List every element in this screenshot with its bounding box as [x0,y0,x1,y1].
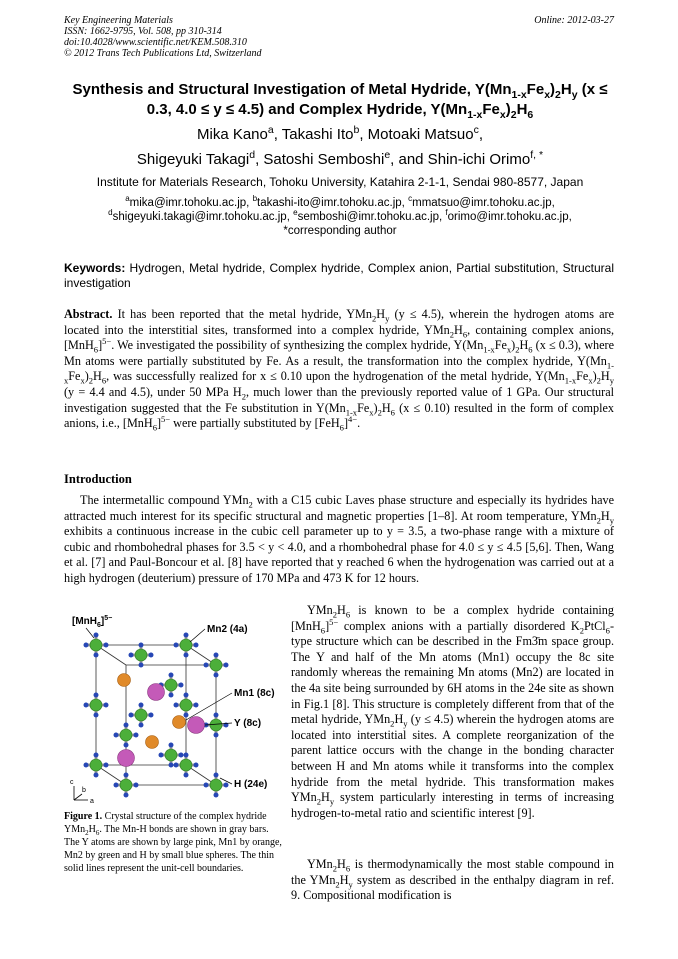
axis-b-label: b [82,787,86,794]
label-mnh6: $[MnH_6]^{5-}$ [72,615,113,629]
label-y: Y (8c) [234,718,262,729]
intro-paragraph-2: $YMn_2H_6$ is known to be a complex hydride containing $[MnH_6]^{5-}$ complex anions with a partially disordered $K_2PtCl_6$-type structure which can be described in the Fm3̄m space group. The Y and half of the Mn atoms (Mn1) occupy the 8c site randomly whereas the remaining Mn atoms (Mn2) are located in the 4a site being surrounded by 6H atoms in the 24e site as shown in Fig.1 [8]. This structure is completely different from that of the metal hydride, $YMn_2H_y$ (y ≤ 4.5) wherein the hydrogen atoms are located into interstitial sites. A complete reorganization of the parent lattice occurs with the change in the bonding character between H and Mn atoms while it transforms into the complex hydride from the metal hydride. This transformation makes $YMn_2H_y$ system particularly interesting in terms of increasing hydrogen-to-metal ratio and scientific interest [9]. [291,603,614,820]
figure-label: Figure 1. [64,811,103,822]
affiliation: Institute for Materials Research, Tohoku University, Katahira 2-1-1, Sendai 980-8577, Japan [96,175,584,189]
doi: doi:10.4028/www.scientific.net/KEM.508.310 [64,37,247,48]
label-mn1: Mn1 (8c) [234,688,275,699]
axis-c-label: c [70,779,74,786]
issn: ISSN: 1662-9795, Vol. 508, pp 310-314 [64,26,222,37]
section-heading-introduction: Introduction [64,472,132,486]
figure-1-crystal-structure [64,610,284,805]
journal-header [64,15,614,59]
crystal-structure-svg [64,610,284,805]
email-list: $^a$mika@imr.tohoku.ac.jp, $^b$takashi-ito@imr.tohoku.ac.jp, $^c$mmatsuo@imr.tohoku.ac.jp, $^d$shigeyuki.takagi@imr.tohoku.ac.jp, $^e$semboshi@imr.tohoku.ac.jp, $^f$orimo@imr.tohoku.ac.jp, *corresponding author [108,194,572,237]
intro-paragraph-1: The intermetallic compound YMn$_2$ with a C15 cubic Laves phase structure and especially its hydrides have attracted much interest for its specific structural and magnetic properties [1–8]. At room temperature, $YMn_2H_y$ exhibits a continuous increase in the cubic cell parameter up to y = 3.5, a two-phase range with a mixture of cubic and rhombohedral phases for 3.5 < y < 4.0, and a rhombohedral phase for 4.0 ≤ y ≤ 4.5 [5,6]. Then, Wang et al. [7] and Paul-Boncour et al. [8] have reported that y reached 6 when the hydrogenation was carried out at a high hydrogen (deuterium) pressure of 170 MPa and 473 K for 12 hours. [64,493,615,585]
paper-title: Synthesis and Structural Investigation of Metal Hydride, $Y(Mn_{1-x}Fe_x)_2H_y$ (x ≤ 0.3, 4.0 ≤ y ≤ 4.5) and Complex Hydride, $Y(Mn_{1-x}Fe_x)_2H_6$ [72,81,608,121]
author-list: Mika Kano$^a$, Takashi Ito$^b$, Motoaki Matsuo$^c$, Shigeyuki Takagi$^d$, Satoshi Semboshi$^e$, and Shin-ichi Orimo$^{f, *}$ [136,124,544,168]
figure-1-caption: Figure 1. Crystal structure of the complex hydride $YMn_2H_6$. The Mn-H bonds are shown in gray bars. The Y atoms are shown by large pink, Mn1 by orange, Mn2 by green and H by small blue spheres. The thin solid lines represent the unit-cell boundaries. [64,811,282,874]
abstract-label: Abstract. [64,307,113,321]
corresponding-author-note: *corresponding author [283,225,397,237]
h-atoms [84,633,229,798]
keywords: Keywords: Hydrogen, Metal hydride, Complex hydride, Complex anion, Partial substitution, Structural investigation [64,261,614,290]
keywords-label: Keywords: [64,261,126,275]
online-date: Online: 2012-03-27 [534,15,614,26]
abstract: Abstract. It has been reported that the metal hydride, $YMn_2H_y$ (y ≤ 4.5), wherein the hydrogen atoms are located into the interstitial sites, transformed into a complex hydride, $YMn_2H_6$, containing complex anions, $[MnH_6]^{5-}$. We investigated the possibility of synthesizing the complex hydride, $Y(Mn_{1-x}Fe_x)_2H_6$ (x ≤ 0.3), where Mn atoms were partially substituted by Fe. As a result, the transformation into the complex hydride, $Y(Mn_{1-x}Fe_x)_2H_6$, was successfully realized for x ≤ 0.10 upon the hydrogenation of the metal hydride, $Y(Mn_{1-x}Fe_x)_2H_y$ (y = 4.4 and 4.5), under 50 MPa $H_2$, much lower than the previously reported value of 1 GPa. Our structural investigation suggested that the Fe substitution in $Y(Mn_{1-x}Fe_x)_2H_6$ (x ≤ 0.10) resulted in the form of complex anions, i.e., $[MnH_6]^{5-}$ were partially substituted by $[FeH_6]^{4-}$. [64,307,615,433]
label-mn2: Mn2 (4a) [207,624,248,635]
intro-paragraph-3: $YMn_2H_6$ is thermodynamically the most stable compound in the $YMn_2H_y$ system as described in the enthalpy diagram in ref. 9. Compositional modification is [291,857,614,903]
journal-name: Key Engineering Materials [64,15,173,26]
axis-a-label: a [90,798,94,805]
label-h: H (24e) [234,779,268,790]
mn-h-bonds [86,635,226,795]
copyright: © 2012 Trans Tech Publications Ltd, Switzerland [64,48,262,59]
mn2-atoms [90,639,222,791]
